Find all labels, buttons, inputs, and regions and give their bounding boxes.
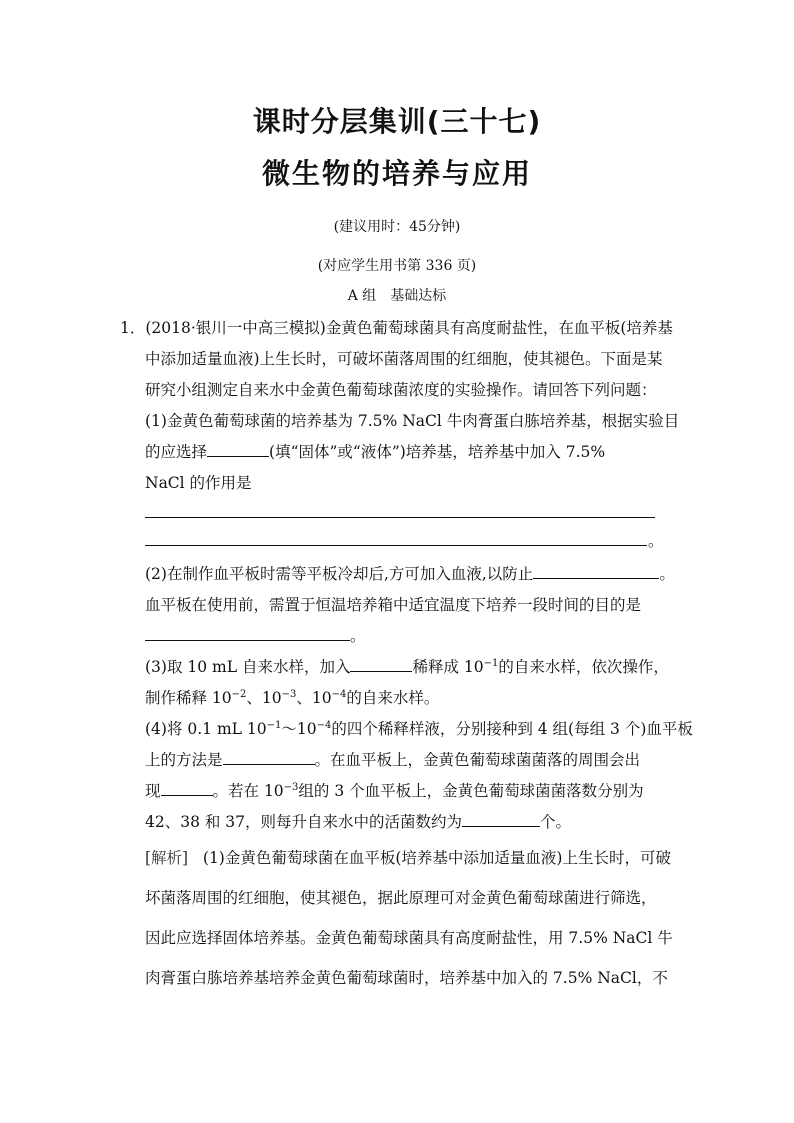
part-4-line-2	[145, 748, 640, 770]
text-segment: ～10	[281, 720, 317, 738]
answer-blank[interactable]	[462, 812, 540, 827]
analysis-line-1	[145, 846, 671, 868]
analysis-line-2: 坏菌落周围的红细胞，使其褪色，据此原理可对金黄色葡萄球菌进行筛选，	[145, 889, 657, 907]
question-source: (2018·银川一中高三模拟)	[145, 319, 326, 337]
answer-blank[interactable]	[161, 781, 213, 796]
text-segment: 组的 3 个血平板上，金黄色葡萄球菌菌落数分别为	[298, 782, 644, 800]
question-number: 1．	[120, 319, 146, 337]
analysis-text: (1)金黄色葡萄球菌在血平板(培养基中添加适量血液)上生长时，可破	[202, 849, 671, 867]
exponent: −4	[316, 719, 332, 731]
answer-blank[interactable]	[145, 626, 350, 641]
exponent: −1	[266, 719, 282, 731]
answer-blank[interactable]	[350, 657, 412, 672]
question-1-line-2: 中添加适量血液)上生长时，可破坏菌落周围的红细胞，使其褪色。下面是某	[145, 350, 663, 368]
text-segment: (3)取 10 mL 自来水样，加入	[145, 658, 351, 676]
exponent: −4	[331, 688, 347, 700]
answer-blank[interactable]	[533, 564, 659, 579]
text-segment: 42、38 和 37，则每升自来水中的活菌数约为	[145, 813, 463, 831]
text-segment: 。	[350, 627, 366, 645]
text-segment: 个。	[540, 813, 572, 831]
suggested-time: (建议用时：45分钟)	[333, 219, 461, 235]
text-segment: 。在血平板上，金黄色葡萄球菌菌落的周围会出	[314, 751, 641, 769]
text-segment: 上的方法是	[145, 751, 223, 769]
answer-line[interactable]	[145, 517, 655, 518]
exponent: −1	[483, 657, 499, 669]
answer-blank[interactable]	[207, 442, 269, 457]
question-1-line-3: 研究小组测定自来水中金黄色葡萄球菌浓度的实验操作。请回答下列问题：	[145, 381, 657, 399]
question-text: 金黄色葡萄球菌具有高度耐盐性，在血平板(培养基	[325, 319, 673, 337]
text-segment: (填“固体”或“液体”)培养基，培养基中加入 7.5%	[269, 443, 606, 461]
analysis-tag: [解析]	[145, 849, 189, 867]
part-1-line-1: (1)金黄色葡萄球菌的培养基为 7.5% NaCl 牛肉膏蛋白胨培养基，根据实验目	[145, 412, 680, 430]
page-title: 课时分层集训(三十七)	[252, 105, 542, 138]
text-segment: 的四个稀释样液，分别接种到 4 组(每组 3 个)血平板	[331, 720, 693, 738]
part-3-line-1	[145, 655, 669, 677]
text-segment: 的自来水样。	[346, 689, 440, 707]
text-segment: 的应选择	[145, 443, 208, 461]
text-segment: 稀释成 10	[412, 658, 484, 676]
analysis-line-3: 因此应选择固体培养基。金黄色葡萄球菌具有高度耐盐性，用 7.5% NaCl 牛	[145, 929, 673, 947]
part-1-line-3: NaCl 的作用是	[145, 474, 252, 492]
book-reference: (对应学生用书第 336 页)	[317, 258, 477, 274]
text-segment: 、10	[246, 689, 282, 707]
question-1-line-1	[120, 316, 673, 338]
analysis-line-4: 肉膏蛋白胨培养基培养金黄色葡萄球菌时，培养基中加入的 7.5% NaCl，不	[145, 969, 668, 987]
part-2-line-3	[145, 624, 366, 646]
part-2-line-1	[145, 562, 675, 584]
group-heading: A 组 基础达标	[347, 288, 447, 304]
text-segment: (2)在制作血平板时需等平板冷却后,方可加入血液,以防止	[145, 565, 534, 583]
text-segment: 、10	[296, 689, 332, 707]
part-1-line-2	[145, 440, 605, 462]
text-segment: (4)将 0.1 mL 10	[145, 720, 267, 738]
part-4-line-4	[145, 810, 571, 832]
exponent: −3	[283, 781, 299, 793]
part-2-line-2: 血平板在使用前，需置于恒温培养箱中适宜温度下培养一段时间的目的是	[145, 596, 642, 614]
exponent: −3	[281, 688, 297, 700]
period: 。	[648, 532, 664, 550]
text-segment: 制作稀释 10	[145, 689, 232, 707]
text-segment: 。	[659, 565, 675, 583]
exponent: −2	[231, 688, 247, 700]
answer-blank[interactable]	[223, 750, 315, 765]
part-4-line-1	[145, 717, 693, 739]
answer-line[interactable]	[145, 545, 647, 546]
part-4-line-3	[145, 779, 644, 801]
part-3-line-2	[145, 686, 439, 708]
text-segment: 现	[145, 782, 161, 800]
text-segment: 。若在 10	[212, 782, 284, 800]
text-segment: 的自来水样，依次操作，	[498, 658, 669, 676]
page-subtitle: 微生物的培养与应用	[261, 157, 532, 190]
